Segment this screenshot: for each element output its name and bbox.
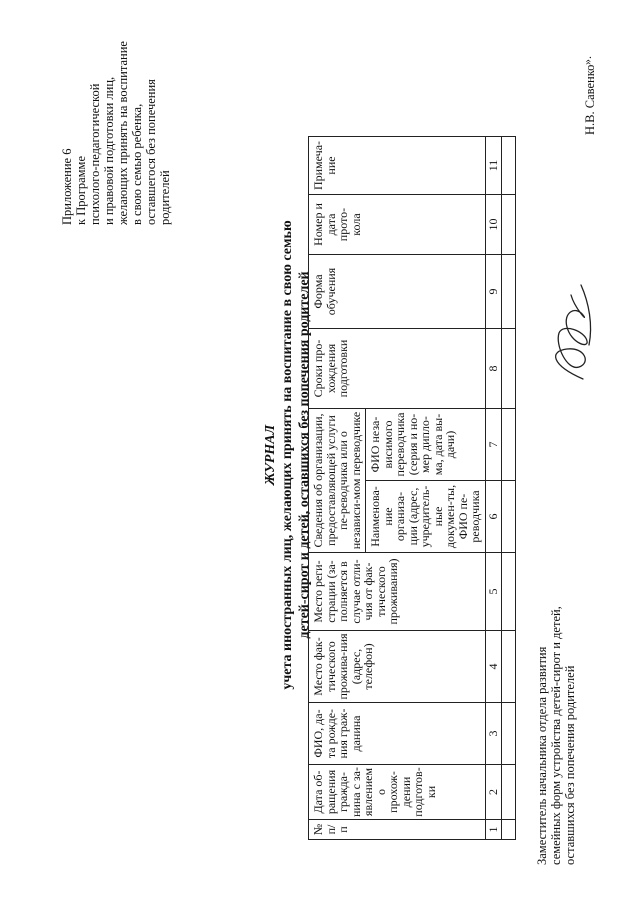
appendix-line: оставшегося без попечения — [144, 79, 158, 225]
header-cell: Сроки про-хождения подготовки — [309, 329, 486, 409]
table-cell — [501, 553, 515, 631]
appendix-line: к Программе — [74, 155, 88, 225]
header-group-cell: Сведения об организации, предоставляющей услуги пе-реводчика или о независи-мом переводчике — [309, 409, 366, 553]
title-subheading: учета иностранных лиц, желающих принять на воспитание в свою семью — [280, 220, 295, 690]
footer-line: семейных форм устройства детей-сирот и детей, — [549, 606, 563, 865]
table-cell — [501, 137, 515, 195]
table-cell — [501, 329, 515, 409]
column-number: 11 — [485, 137, 501, 195]
header-row — [309, 137, 366, 840]
header-cell: Примеча-ние — [309, 137, 486, 195]
column-number: 5 — [485, 553, 501, 631]
signatory-position — [535, 606, 577, 865]
column-number-row — [485, 137, 501, 840]
table-cell — [501, 195, 515, 255]
column-number: 3 — [485, 703, 501, 765]
appendix-line: родителей — [158, 170, 172, 225]
column-number: 4 — [485, 631, 501, 703]
column-number: 1 — [485, 820, 501, 840]
appendix-line: в свою семью ребенка, — [130, 103, 144, 225]
header-cell: Дата об-ращения гражда-нина с за-явлением о прохож-дении подготов-ки — [309, 765, 486, 820]
journal-table — [308, 136, 516, 840]
header-cell: № п/п — [309, 820, 486, 840]
table-cell — [501, 765, 515, 820]
column-number: 2 — [485, 765, 501, 820]
header-cell: ФИО, да-та рожде-ния граж-данина — [309, 703, 486, 765]
table-cell — [501, 409, 515, 481]
closing-quote: ». — [580, 56, 594, 65]
table-cell — [501, 820, 515, 840]
header-cell: ФИО неза-висимого переводчика (серия и но-мер диплo-ма, дата вы-дачи) — [366, 409, 486, 481]
footer-line: оставшихся без попечения родителей — [563, 665, 577, 865]
column-number: 10 — [485, 195, 501, 255]
title-subheading: детей-сирот и детей, оставшихся без попечения родителей — [297, 271, 312, 639]
header-cell: Наименова-ние организа-ции (адрес, учредитель-ные докумен-ты, ФИО пе-реводчика — [366, 481, 486, 553]
footer-line: Заместитель начальника отдела развития — [535, 646, 549, 865]
table-row — [501, 137, 515, 840]
table-cell — [501, 481, 515, 553]
table-cell — [501, 703, 515, 765]
column-number: 8 — [485, 329, 501, 409]
header-cell: Место фак-тического прожива-ния (адрес, телефон) — [309, 631, 486, 703]
header-cell: Место реги-страции (за-полняется в случае отли-чия от фак-тического проживания) — [309, 553, 486, 631]
appendix-line: Приложение 6 — [60, 148, 74, 225]
column-number: 9 — [485, 255, 501, 329]
column-number: 6 — [485, 481, 501, 553]
signer-name: Н.В. Савенко — [583, 64, 597, 135]
appendix-line: психолого-педагогической — [88, 83, 102, 225]
appendix-line: и правовой подготовки лиц, — [102, 76, 116, 225]
table-cell — [501, 631, 515, 703]
table-cell — [501, 255, 515, 329]
title-heading: ЖУРНАЛ — [263, 424, 278, 486]
appendix-note — [60, 41, 172, 225]
column-number: 7 — [485, 409, 501, 481]
handwritten-signature — [545, 280, 597, 385]
header-cell: Номер и дата прото-кола — [309, 195, 486, 255]
header-cell: Форма обучения — [309, 255, 486, 329]
appendix-line: желающих принять на воспитание — [116, 41, 130, 225]
document-title — [262, 105, 313, 805]
